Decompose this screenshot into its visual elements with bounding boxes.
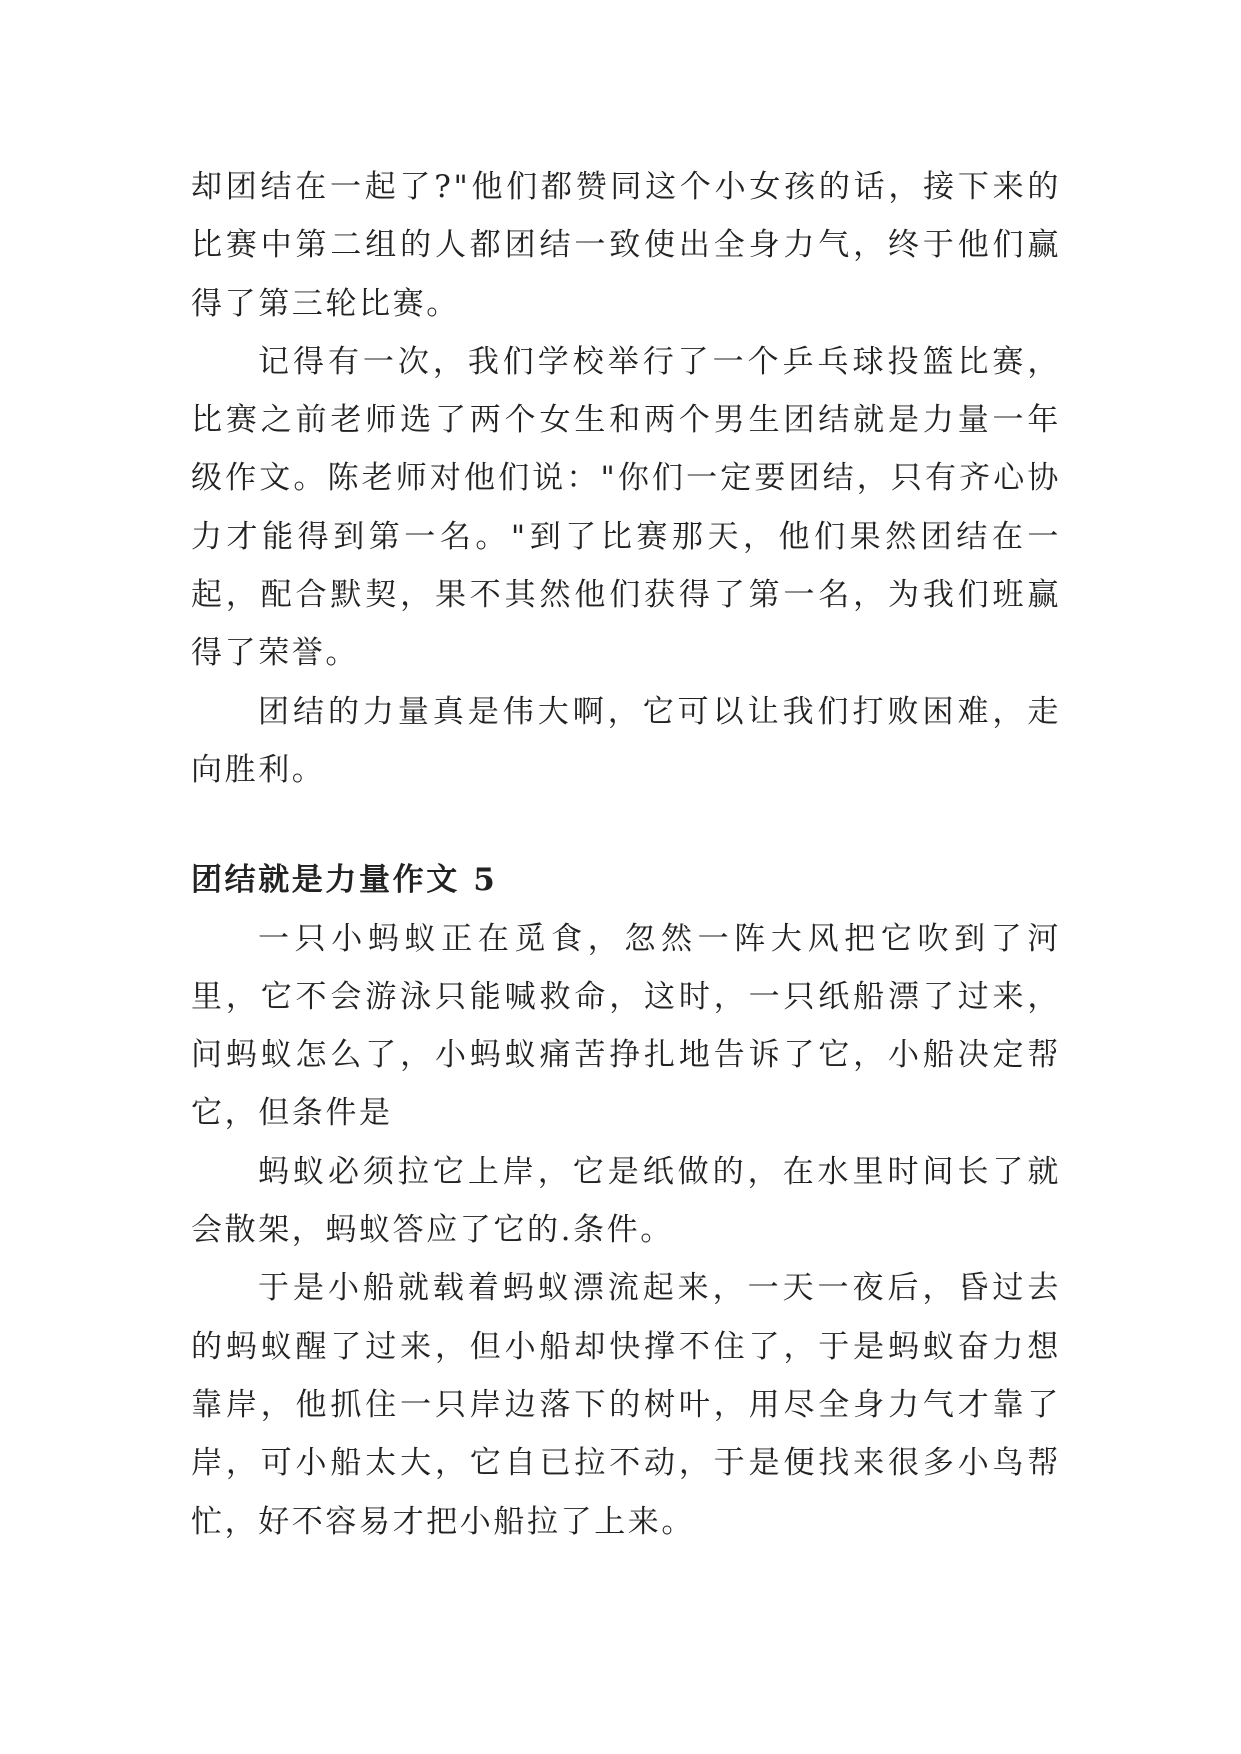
paragraph-4: 一只小蚂蚁正在觅食，忽然一阵大风把它吹到了河里，它不会游泳只能喊救命，这时，一只纸船漂了过来，问蚂蚁怎么了，小蚂蚁痛苦挣扎地告诉了它，小船决定帮它，但条件是 (191, 920, 1061, 1132)
section-heading: 团结就是力量作文 5 (191, 862, 498, 899)
paragraph-5: 蚂蚁必须拉它上岸，它是纸做的，在水里时间长了就会散架，蚂蚁答应了它的.条件。 (191, 1153, 1061, 1249)
paragraph-2: 记得有一次，我们学校举行了一个乒乓球投篮比赛，比赛之前老师选了两个女生和两个男生团结就是力量一年级作文。陈老师对他们说："你们一定要团结，只有齐心协力才能得到第一名。"到了比赛那天，他们果然团结在一起，配合默契，果不其然他们获得了第一名，为我们班赢得了荣誉。 (191, 343, 1061, 672)
document-body (191, 158, 1061, 1551)
paragraph-3: 团结的力量真是伟大啊，它可以让我们打败困难，走向胜利。 (191, 693, 1061, 788)
paragraph-6: 于是小船就载着蚂蚁漂流起来，一天一夜后，昏过去的蚂蚁醒了过来，但小船却快撑不住了，于是蚂蚁奋力想靠岸，他抓住一只岸边落下的树叶，用尽全身力气才靠了岸，可小船太大，它自已拉不动，于是便找来很多小鸟帮忙，好不容易才把小船拉了上来。 (191, 1270, 1061, 1540)
paragraph-1: 却团结在一起了?"他们都赞同这个小女孩的话，接下来的比赛中第二组的人都团结一致使出全身力气，终于他们赢得了第三轮比赛。 (191, 169, 1061, 322)
